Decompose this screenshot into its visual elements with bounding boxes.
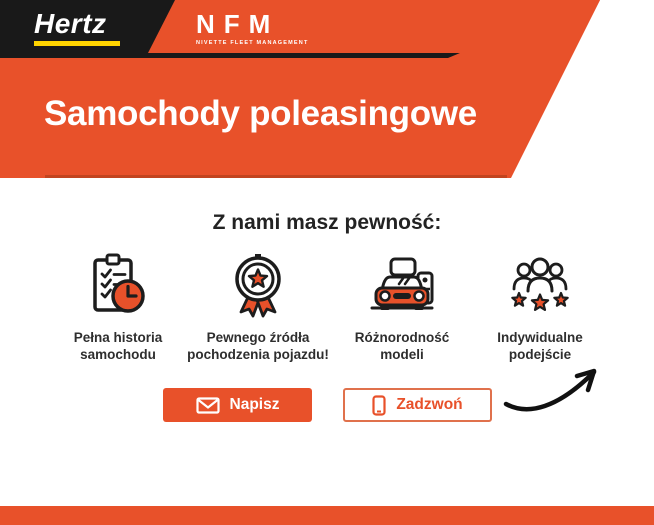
- hertz-logo: [34, 9, 120, 46]
- hertz-yellow-underline: [34, 41, 120, 46]
- envelope-icon: [196, 397, 220, 414]
- nfm-logo: [196, 11, 309, 46]
- write-button[interactable]: [163, 388, 312, 422]
- hertz-wordmark: Hertz: [34, 8, 107, 39]
- call-button-label: Zadzwoń: [396, 396, 463, 413]
- feature-label: Różnorodność modeli: [354, 330, 450, 362]
- section-heading: Z nami masz pewność:: [212, 211, 442, 234]
- people-stars-icon: [504, 251, 576, 323]
- feature-label: Pełna historia samochodu: [73, 330, 163, 362]
- curved-arrow-icon: [498, 356, 618, 418]
- cars-icon: [366, 251, 438, 323]
- smartphone-icon: [372, 395, 386, 416]
- feature-trusted-source: [178, 251, 338, 363]
- write-button-label: Napisz: [229, 396, 280, 413]
- hero-section: [0, 0, 654, 180]
- call-button[interactable]: [343, 388, 492, 422]
- feature-label: Pewnego źródła pochodzenia pojazdu!: [187, 330, 329, 362]
- feature-model-variety: [322, 251, 482, 363]
- nfm-wordmark: NFM: [196, 9, 280, 39]
- footer-orange-bar: [0, 506, 654, 525]
- feature-label: Indywidualne podejście: [497, 330, 583, 362]
- nfm-subtitle: NIVETTE FLEET MANAGEMENT: [196, 40, 309, 46]
- banner-bottom-shadow-line: [45, 175, 507, 178]
- feature-full-history: [38, 251, 198, 363]
- clipboard-clock-icon: [82, 251, 154, 323]
- banner-title: Samochody poleasingowe: [44, 94, 477, 133]
- feature-individual-approach: [460, 251, 620, 363]
- medal-star-icon: [222, 251, 294, 323]
